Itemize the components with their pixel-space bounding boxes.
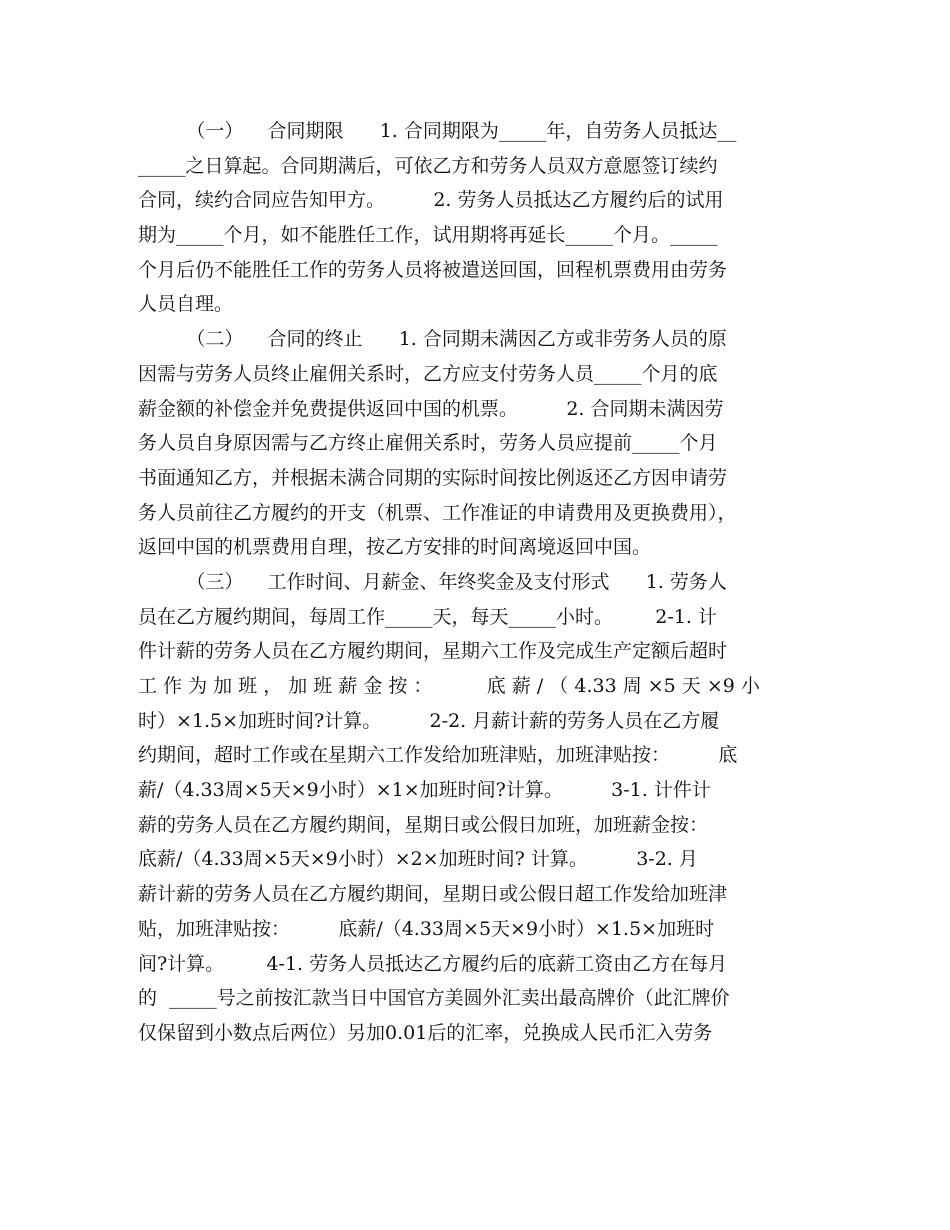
text-line-13: 返回中国的机票费用自理，按乙方安排的时间离境返回中国。 — [138, 536, 652, 559]
text-line-21: 薪的劳务人员在乙方履约期间，星期日或公假日加班，加班薪金按： — [138, 813, 709, 836]
text-line-3: 合同，续约合同应告知甲方。 2. 劳务人员抵达乙方履约后的试用 — [138, 189, 724, 212]
text-line-20: 薪/（4.33周×5天×9小时）×1×加班时间?计算。 3-1. 计件计 — [138, 779, 711, 802]
text-line-8: 因需与劳务人员终止雇佣关系时，乙方应支付劳务人员_____个月的底 — [138, 362, 718, 385]
text-line-5: 个月后仍不能胜任工作的劳务人员将被遣送回国，回程机票费用由劳务 — [138, 258, 728, 281]
text-line-1: （一） 合同期限 1. 合同期限为_____年，自劳务人员抵达__ — [138, 120, 737, 142]
text-line-7: （二） 合同的终止 1. 合同期未满因乙方或非劳务人员的原 — [138, 328, 727, 351]
text-line-16: 件计薪的劳务人员在乙方履约期间，星期六工作及完成生产定额后超时 — [138, 640, 728, 663]
text-line-4: 期为_____个月，如不能胜任工作，试用期将再延长_____个月。_____ — [138, 224, 718, 247]
text-line-6: 人员自理。 — [138, 293, 234, 316]
text-line-2: _____之日算起。合同期满后，可依乙方和劳务人员双方意愿签订续约 — [138, 154, 718, 177]
text-line-12: 务人员前往乙方履约的开支（机票、工作准证的申请费用及更换费用）， — [138, 501, 737, 524]
text-line-15: 员在乙方履约期间，每周工作_____天，每天_____小时。 2-1. 计 — [138, 605, 717, 628]
text-line-25: 间?计算。 4-1. 劳务人员抵达乙方履约后的底薪工资由乙方在每月 — [138, 952, 728, 975]
text-line-26: 的 _____号之前按汇款当日中国官方美圆外汇卖出最高牌价（此汇牌价 — [138, 987, 730, 1010]
text-line-22: 底薪/（4.33周×5天×9小时）×2×加班时间? 计算。 3-2. 月 — [138, 848, 698, 871]
text-line-10: 务人员自身原因需与乙方终止雇佣关系时，劳务人员应提前_____个月 — [138, 432, 718, 455]
text-line-23: 薪计薪的劳务人员在乙方履约期间，星期日或公假日超工作发给加班津 — [138, 883, 728, 906]
text-line-18: 时）×1.5×加班时间?计算。 2-2. 月薪计薪的劳务人员在乙方履 — [138, 709, 720, 732]
text-line-19: 约期间，超时工作或在星期六工作发给加班津贴，加班津贴按： 底 — [138, 744, 738, 767]
text-line-24: 贴，加班津贴按： 底薪/（4.33周×5天×9小时）×1.5×加班时 — [138, 917, 715, 940]
text-line-14: （三） 工作时间、月薪金、年终奖金及支付形式 1. 劳务人 — [138, 570, 727, 593]
text-line-27: 仅保留到小数点后两位）另加0.01后的汇率，兑换成人民币汇入劳务 — [138, 1021, 713, 1044]
text-line-17: 工 作 为 加 班 ， 加 班 薪 金 按 ： 底 薪 / （ 4.33 周 ×5 天 ×9 小 — [138, 675, 760, 697]
text-line-9: 薪金额的补偿金并免费提供返回中国的机票。 2. 合同期未满因劳 — [138, 397, 724, 420]
text-line-11: 书面通知乙方，并根据未满合同期的实际时间按比例返还乙方因申请劳 — [138, 466, 728, 489]
contract-text — [138, 114, 813, 1051]
